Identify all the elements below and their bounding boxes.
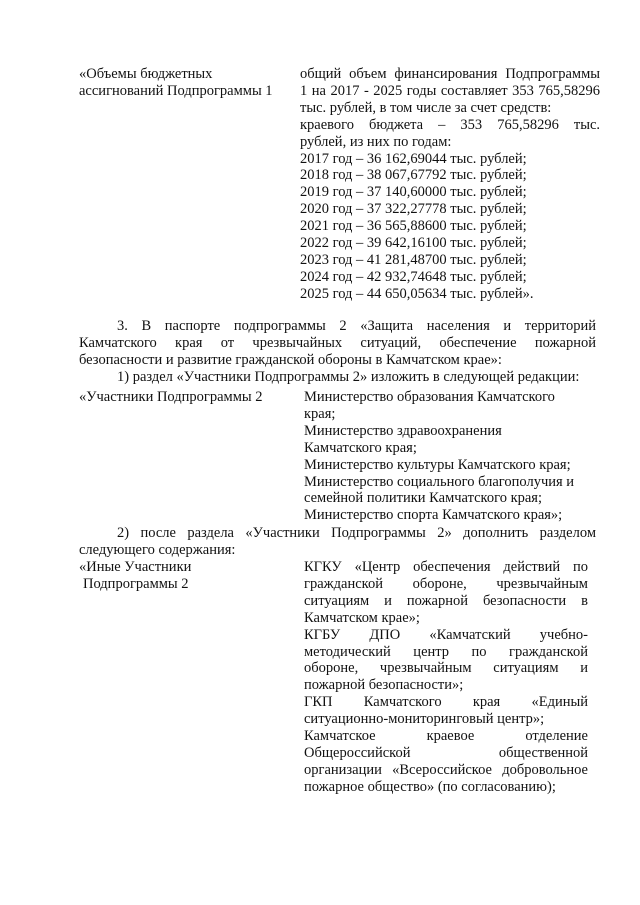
- paragraph-3: [79, 318, 596, 369]
- text-line: семейной политики Камчатского края;: [304, 490, 542, 507]
- item-1: [79, 369, 596, 386]
- text-line: пожарное общество» (по согласованию);: [304, 778, 556, 795]
- year-line: 2020 год – 37 322,27778 тыс. рублей;: [300, 201, 527, 218]
- label-line: Подпрограммы 2: [83, 575, 189, 592]
- year-line: 2018 год – 38 067,67792 тыс. рублей;: [300, 167, 527, 184]
- text-line: 1 на 2017 - 2025 годы составляет 353 765,58296: [300, 82, 600, 99]
- text-line: Камчатского края;: [304, 439, 417, 456]
- text-line: ситуациям и пожарной безопасности в: [304, 592, 588, 609]
- year-line: 2023 год – 41 281,48700 тыс. рублей;: [300, 251, 527, 268]
- year-line: 2017 год – 36 162,69044 тыс. рублей;: [300, 150, 527, 167]
- text-line: безопасности и развитие гражданской обороны в Камчатском крае»:: [79, 351, 502, 368]
- item-2: [79, 525, 596, 559]
- text-line: методический центр по гражданской: [304, 643, 588, 660]
- year-line: 2022 год – 39 642,16100 тыс. рублей;: [300, 235, 527, 252]
- text-line: следующего содержания:: [79, 541, 236, 558]
- text-line: КГКУ «Центр обеспечения действий по: [304, 559, 588, 575]
- text-line: Министерство образования Камчатского: [304, 389, 555, 405]
- text-line: Министерство социального благополучия и: [304, 473, 575, 490]
- participants-text: [304, 389, 588, 524]
- label-budget-allocations: [79, 66, 294, 100]
- text-line: 2) после раздела «Участники Подпрограммы 2» дополнить разделом: [117, 525, 596, 541]
- text-line: Камчатского края от чрезвычайных ситуаций, обеспечение пожарной: [79, 334, 596, 351]
- text-line: 3. В паспорте подпрограммы 2 «Защита населения и территорий: [117, 318, 596, 334]
- label-line: «Объемы бюджетных: [79, 66, 213, 82]
- text-line: КГБУ ДПО «Камчатский учебно-: [304, 626, 588, 643]
- year-line: 2019 год – 37 140,60000 тыс. рублей;: [300, 184, 527, 201]
- text-line: Министерство культуры Камчатского края;: [304, 456, 571, 473]
- label-other-participants: [79, 559, 294, 593]
- label-participants: [79, 389, 294, 406]
- text-line: Камчатское краевое отделение: [304, 728, 588, 745]
- text-line: Общероссийской общественной: [304, 744, 588, 761]
- text-line: обороне, чрезвычайным ситуациям и: [304, 660, 588, 677]
- text-line: пожарной безопасности»;: [304, 677, 464, 694]
- label-line: «Участники Подпрограммы 2: [79, 389, 263, 405]
- text-line: гражданской обороне, чрезвычайным: [304, 575, 588, 592]
- text-line: тыс. рублей, в том числе за счет средств:: [300, 99, 552, 116]
- text-line: Министерство здравоохранения: [304, 422, 502, 439]
- text-line: 1) раздел «Участники Подпрограммы 2» изложить в следующей редакции:: [117, 369, 580, 385]
- text-line: краевого бюджета – 353 765,58296 тыс.: [300, 116, 600, 133]
- text-line: Министерство спорта Камчатского края»;: [304, 507, 563, 524]
- text-line: ситуационно-мониторинговый центр»;: [304, 711, 545, 728]
- year-line: 2025 год – 44 650,05634 тыс. рублей».: [300, 285, 534, 302]
- text-line: края;: [304, 405, 336, 422]
- text-line: общий объем финансирования Подпрограммы: [300, 66, 600, 82]
- text-line: ГКП Камчатского края «Единый: [304, 694, 588, 711]
- text-line: Камчатском крае»;: [304, 609, 420, 626]
- budget-allocations-text: [300, 66, 600, 303]
- other-participants-text: [304, 559, 588, 796]
- text-line: организации «Всероссийское добровольное: [304, 761, 588, 778]
- year-line: 2024 год – 42 932,74648 тыс. рублей;: [300, 268, 527, 285]
- label-line: ассигнований Подпрограммы 1: [79, 82, 273, 99]
- text-line: рублей, из них по годам:: [300, 133, 452, 150]
- year-line: 2021 год – 36 565,88600 тыс. рублей;: [300, 218, 527, 235]
- label-line: «Иные Участники: [79, 559, 192, 575]
